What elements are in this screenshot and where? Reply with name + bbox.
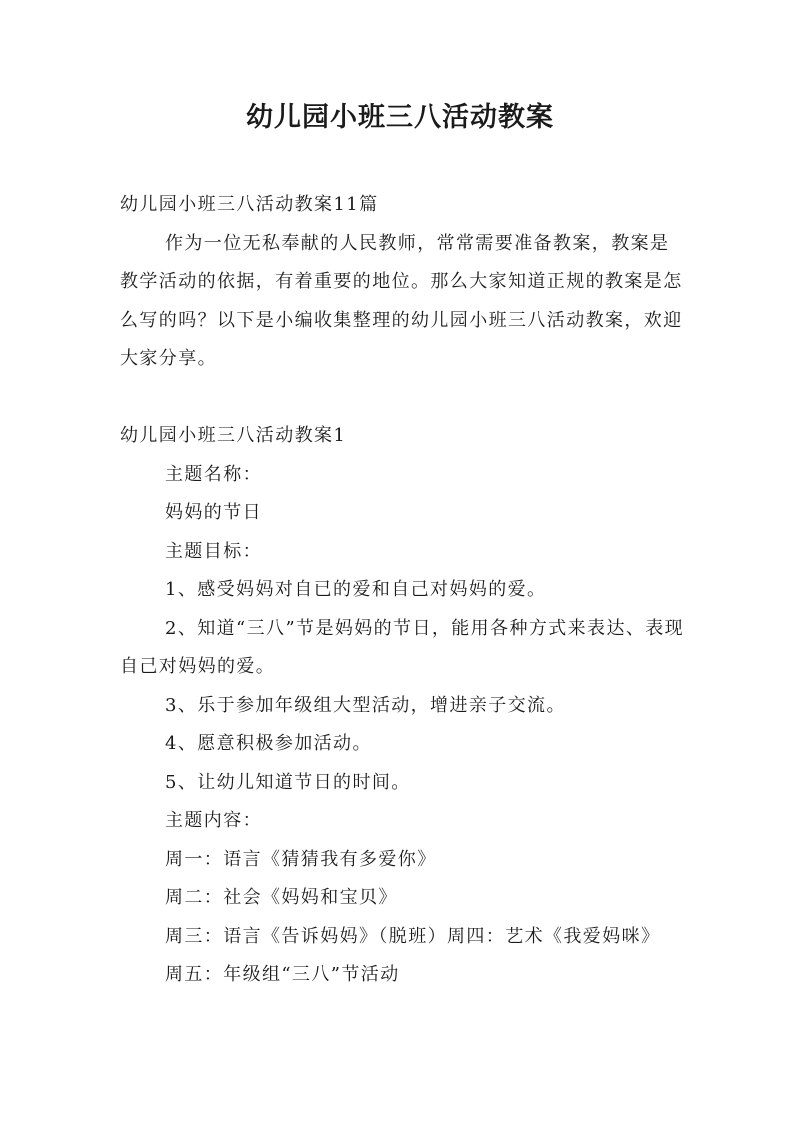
- content-label: 主题内容：: [165, 810, 262, 831]
- goal-item: 4、愿意积极参加活动。: [165, 733, 372, 754]
- paragraph-spacer: [120, 379, 685, 418]
- schedule-item: 周三：语言《告诉妈妈》（脱班）周四：艺术《我爱妈咪》: [165, 925, 661, 947]
- schedule-item: 周一：语言《猜猜我有多爱你》: [165, 848, 437, 870]
- schedule-item: 周二：社会《妈妈和宝贝》: [165, 887, 398, 908]
- goal-item: 5、让幼儿知道节日的时间。: [165, 771, 411, 793]
- theme-name: 妈妈的节日: [165, 502, 262, 523]
- goal-item: 3、乐于参加年级组大型活动，增进亲子交流。: [165, 694, 566, 716]
- goal-item: 1、感受妈妈对自已的爱和自己对妈妈的爱。: [165, 579, 547, 600]
- section-heading: 幼儿园小班三八活动教案1: [120, 425, 347, 446]
- schedule-item: 周五：年级组“三八”节活动: [165, 964, 400, 985]
- collection-heading: 幼儿园小班三八活动教案11篇: [120, 194, 379, 215]
- document-title: 幼儿园小班三八活动教案: [246, 102, 554, 133]
- theme-name-label: 主题名称：: [165, 463, 262, 485]
- goals-label: 主题目标：: [165, 540, 262, 562]
- document-body: [120, 186, 685, 995]
- intro-paragraph: 作为一位无私奉献的人民教师，常常需要准备教案，教案是教学活动的依据，有着重要的地位。那么大家知道正规的教案是怎么写的吗？以下是小编收集整理的幼儿园小班三八活动教案，欢迎大家分享。: [120, 232, 683, 369]
- goal-item: 2、知道“三八”节是妈妈的节日，能用各种方式来表达、表现自己对妈妈的爱。: [120, 617, 685, 677]
